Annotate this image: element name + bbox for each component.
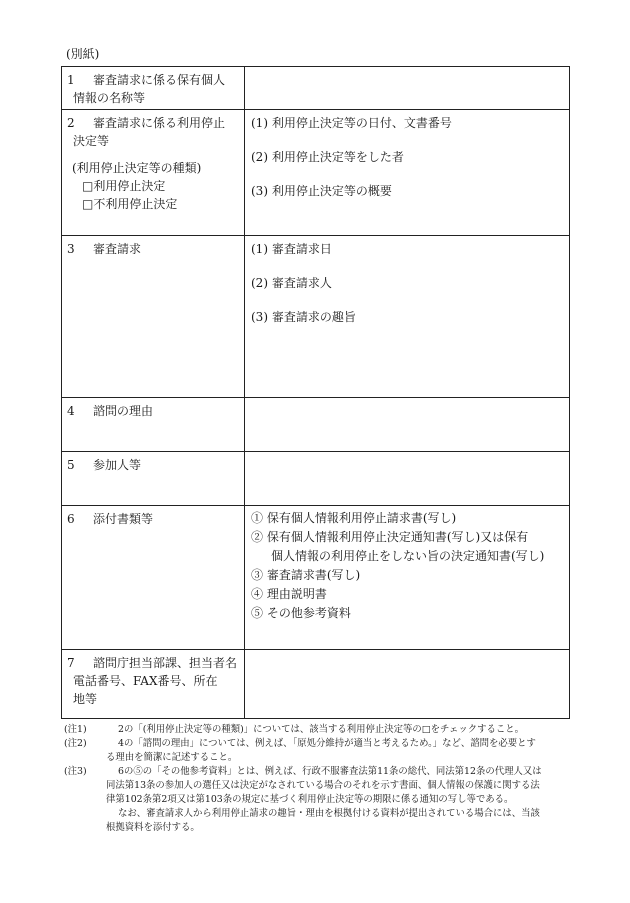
content-item: (3) 利用停止決定等の概要: [251, 184, 392, 198]
row-label-cell: [62, 506, 245, 650]
row-number: 7: [67, 656, 75, 670]
table-row: [62, 236, 570, 398]
row-content-cell: [245, 506, 570, 650]
row-number: 1: [67, 73, 75, 87]
row-label-cell: [62, 398, 245, 452]
row-label-cell: [62, 452, 245, 506]
row-number: 2: [67, 116, 75, 130]
row-content-cell: [245, 67, 570, 110]
document-label: (別紙): [66, 47, 100, 61]
row-title: 審査請求: [93, 242, 142, 256]
note-id: (注2): [64, 738, 87, 749]
content-item: (1) 利用停止決定等の日付、文書番号: [251, 116, 452, 130]
row-content-cell: [245, 398, 570, 452]
table-row: [62, 398, 570, 452]
row-content-cell: [245, 236, 570, 398]
row-number: 4: [67, 404, 75, 418]
row-title: 添付書類等: [93, 512, 154, 526]
row-title: 審査請求に係る保有個人 情報の名称等: [73, 73, 226, 105]
decision-type-heading: (利用停止決定等の種類): [72, 161, 202, 175]
notes-section: [64, 723, 574, 835]
table-row: [62, 452, 570, 506]
attachment-item: ⑤ その他参考資料: [251, 606, 351, 620]
content-item: (2) 審査請求人: [251, 276, 332, 290]
row-label-cell: [62, 650, 245, 719]
note-id: (注1): [64, 724, 87, 735]
attachment-item-continued: 個人情報の利用停止をしない旨の決定通知書(写し): [271, 549, 545, 563]
row-title: 諮問の理由: [93, 404, 154, 418]
note-id: (注3): [64, 766, 87, 777]
attachment-item: ② 保有個人情報利用停止決定通知書(写し)又は保有: [251, 530, 529, 544]
row-content-cell: [245, 110, 570, 236]
attachment-item: ① 保有個人情報利用停止請求書(写し): [251, 511, 457, 525]
table-row: [62, 650, 570, 719]
row-label-cell: [62, 67, 245, 110]
row-number: 3: [67, 242, 75, 256]
row-number: 5: [67, 458, 75, 472]
content-item: (2) 利用停止決定等をした者: [251, 150, 404, 164]
content-item: (1) 審査請求日: [251, 242, 332, 256]
table-row: [62, 506, 570, 650]
note-body: 2の「(利用停止決定等の種類)」については、該当する利用停止決定等の□をチェックすること。: [118, 724, 525, 735]
row-title: 審査請求に係る利用停止 決定等: [73, 116, 226, 148]
row-title: 参加人等: [93, 458, 142, 472]
note-item: [64, 723, 574, 737]
row-label-cell: [62, 110, 245, 236]
row-label-cell: [62, 236, 245, 398]
checkbox-non-suspension[interactable]: □不利用停止決定: [82, 197, 178, 211]
form-table: [61, 66, 570, 719]
note-body: 4の「諮問の理由」については、例えば、「原処分維持が適当と考えるため。」など、諮問を必要とす る理由を簡潔に記述すること。: [106, 738, 536, 763]
table-row: [62, 110, 570, 236]
attachment-item: ③ 審査請求書(写し): [251, 568, 361, 582]
note-body: 6の⑤の「その他参考資料」とは、例えば、行政不服審査法第11条の総代、同法第12条の代理人又は 同法第13条の参加人の選任又は決定がなされている場合のそれを示す書面、個人情報の保護に関する法 律第102条第2項又は第103条の規定に基づく利用停止決定等の期限に係る通知の写し等である。 なお、審査請求人から利用停止請求の趣旨・理由を根拠付ける資料が提出されている場合には、当該 根拠資料を添付する。: [106, 766, 542, 833]
note-item: [64, 737, 574, 765]
attachment-item: ④ 理由説明書: [251, 587, 327, 601]
row-title: 諮問庁担当部課、担当者名 電話番号、FAX番号、所在 地等: [73, 656, 238, 706]
content-item: (3) 審査請求の趣旨: [251, 310, 356, 324]
table-row: [62, 67, 570, 110]
decision-type-section: [62, 150, 244, 213]
checkbox-usage-suspension[interactable]: □利用停止決定: [82, 179, 166, 193]
row-content-cell: [245, 650, 570, 719]
row-content-cell: [245, 452, 570, 506]
note-item: [64, 765, 574, 835]
row-number: 6: [67, 512, 75, 526]
